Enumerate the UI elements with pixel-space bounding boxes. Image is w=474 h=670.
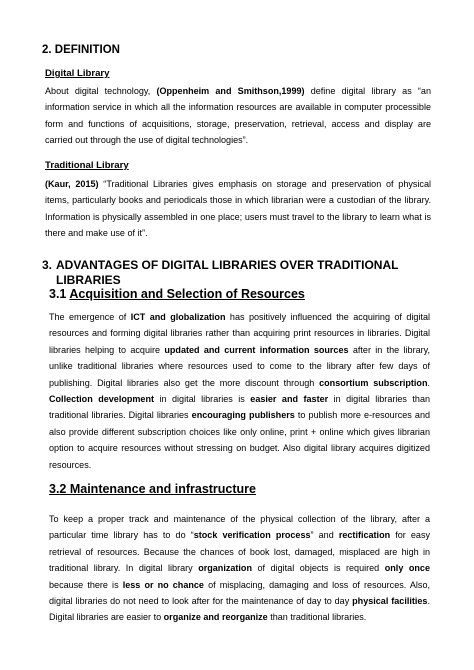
body-text: ” and: [310, 530, 339, 541]
body-text: “Traditional Libraries gives emphasis on storage and preservation of physical items, particularly books and periodicals those in which librarian were a custodian of the library. Information is physically assembled in one place; users must travel to the library to learn what is there and make use of it”.: [45, 179, 431, 239]
subsection-3-1-number: 3.1: [49, 287, 67, 301]
subsection-3-1-heading: [49, 287, 305, 301]
traditional-library-subheading: Traditional Library: [45, 160, 129, 171]
emphasis-text: stock verification process: [193, 530, 311, 541]
emphasis-text: easier and faster: [250, 394, 329, 405]
body-text: About digital technology,: [45, 86, 157, 96]
body-text: of digital objects is required: [251, 563, 385, 574]
body-text: than traditional libraries.: [267, 612, 367, 623]
emphasis-text: organize and reorganize: [163, 612, 268, 623]
section-3-heading-line1: ADVANTAGES OF DIGITAL LIBRARIES OVER TRADITIONAL: [56, 258, 399, 272]
acquisition-paragraph: [49, 309, 430, 473]
emphasis-text: ICT and globalization: [130, 312, 226, 322]
emphasis-text: physical facilities: [352, 596, 428, 607]
body-text: has positively influenced the acquiring of digital resources and forming digital libraries rather than acquiring print resources in libraries. Digital libraries helping to acquire: [49, 312, 431, 355]
traditional-library-paragraph: [45, 176, 431, 242]
section-3-number: 3.: [42, 258, 53, 272]
emphasis-text: (Kaur, 2015): [45, 179, 99, 189]
body-text: of misplacing, damaging and loss of resources. Also, digital libraries do not need to look after for the maintenance of day to day: [49, 579, 430, 607]
emphasis-text: consortium subscription: [319, 377, 428, 388]
body-text: in digital libraries is: [154, 394, 251, 405]
emphasis-text: updated and current information sources: [164, 344, 349, 355]
section-3-heading-line2: LIBRARIES: [56, 273, 121, 287]
emphasis-text: (Oppenheim and Smithson,1999): [156, 86, 305, 96]
body-text: The emergence of: [49, 312, 131, 322]
body-text: define digital library as “an information service in which all the information resources are available in computer processible form and functions of acquisitions, storage, preservation, retrieval, access and display are carried out through the use of digital technologies”.: [45, 86, 431, 146]
emphasis-text: Collection development: [49, 394, 155, 405]
body-text: for easy retrieval of resources. Because the chances of book lost, damaged, misplaced are high in traditional library. In digital library: [49, 530, 430, 574]
subsection-3-2-heading: 3.2 Maintenance and infrastructure: [49, 482, 257, 496]
subsection-3-1-title: Acquisition and Selection of Resources: [69, 287, 305, 301]
body-text: To keep a proper track and maintenance of the physical collection of the library, after a particular time library has to do “: [49, 514, 430, 541]
emphasis-text: encouraging publishers: [191, 410, 295, 421]
emphasis-text: less or no chance: [122, 579, 204, 590]
body-text: .: [427, 377, 430, 388]
body-text: . Digital libraries are easier to: [49, 596, 430, 623]
maintenance-paragraph: [49, 511, 430, 626]
section-2-heading: 2. DEFINITION: [42, 44, 120, 56]
digital-library-paragraph: [45, 83, 431, 149]
digital-library-subheading: Digital Library: [45, 68, 110, 79]
body-text: to publish more e-resources and also provide different subscription choices like only online, print + online which gives librarian option to acquire resources without stressing on budget. Also digital library acquires digitized resources.: [49, 410, 431, 470]
body-text: after in the library, unlike traditional libraries where resources used to come to the library after few days of publishing. Digital libraries also get the more discount through: [49, 344, 431, 388]
emphasis-text: only once: [384, 563, 430, 574]
body-text: because there is: [49, 579, 123, 590]
emphasis-text: organization: [198, 563, 252, 574]
section-3-heading: [42, 258, 399, 288]
emphasis-text: rectification: [338, 530, 391, 541]
body-text: in digital libraries than traditional libraries. Digital libraries: [49, 394, 431, 421]
